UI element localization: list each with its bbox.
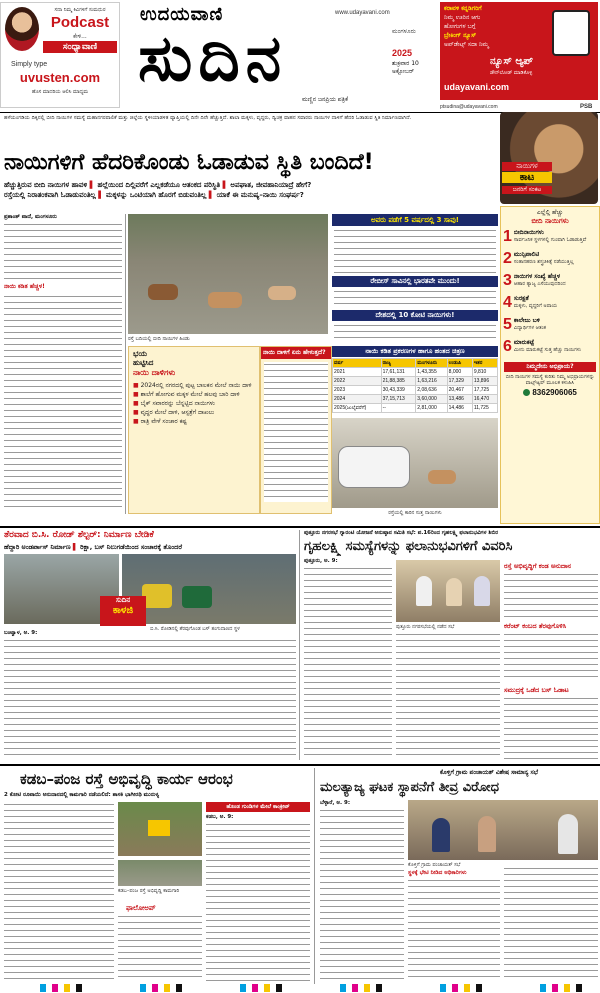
phone-number: 8362906065 — [532, 388, 577, 397]
separator-icon: ▌ — [222, 181, 228, 189]
whatsapp-number[interactable] — [501, 388, 599, 397]
lead-headline: ನಾಯಿಗಳಿಗೆ ಹೆದರಿಕೊಂಡು ಓಡಾಡುವ ಸ್ಥಿತಿ ಬಂದಿದೆ! — [4, 150, 374, 175]
table-cell: 2022 — [333, 377, 382, 386]
inset-item-text: 2024ರಲ್ಲಿ ನಗರದಲ್ಲಿ ಪುಟ್ಟ ಬಾಲಕನ ಮೇಲೆ ನಾಯಿ ದಾಳಿ — [140, 382, 252, 389]
dog-figure — [148, 284, 178, 300]
rabies-title: ರೇಬೀಸ್ ಸಾವಿನಲ್ಲಿ ಭಾರತವೇ ಮುಂದು! — [332, 276, 498, 287]
story3-byline: ಪುತ್ತೂರು, ಅ. 9: — [304, 558, 338, 564]
badge-top: ನಾಯಿಗಳ — [502, 162, 552, 171]
month-label: ಅಕ್ಟೋಬರ್ — [392, 68, 415, 75]
inset-item — [129, 390, 259, 399]
story4-body-col1 — [4, 802, 114, 982]
subhead-5: ಮಕ್ಕಳನ್ನು ಒಂಟಿಯಾಗಿ ಹೊರಗೆ ಬಿಡುವಂತಿಲ್ಲ — [106, 191, 207, 199]
story5-body-col3 — [504, 866, 598, 982]
story3-kicker: ಪುತ್ತೂರು ನಗರಸಭೆ ಗ್ಯಾರಂಟಿ ಯೋಜನೆ ಅನುಷ್ಠಾನ ಸಮಿತಿ ಸಭೆ: ಪ.16ರಿಂದ ಗೃಹಲಕ್ಷ್ಮಿ ಫಲಾನುಭವಿಗಳ ಶಿಬಿರ — [304, 530, 499, 536]
date-label: ಶುಕ್ರವಾರ 10 — [392, 60, 419, 67]
person-figure — [416, 576, 432, 606]
table-cell: 13,896 — [472, 377, 497, 386]
sidebar-item — [501, 248, 599, 270]
inset-item-text: ಬೈಕ್ ಸವಾರರನ್ನು ಬೆನ್ನಟ್ಟಿದ ನಾಯಿಗಳು — [140, 400, 215, 407]
stamp-line-2: ಕಾಳಜಿ — [112, 605, 134, 616]
lead-body-col1 — [4, 222, 122, 512]
bullet-icon: ■ — [133, 418, 141, 425]
subhead-3: ಅಪಘಾತ, ಜೀವಹಾನಿಯಾದ್ರೆ ಹೇಗೆ? — [230, 181, 312, 189]
promo-text-5: ಅಪ್‌ಡೇಟ್ಸ್ ಸದಾ ನಿಮ್ಮ — [444, 41, 489, 48]
table-row — [333, 386, 498, 395]
psb-label: PSB — [580, 104, 593, 110]
car-figure — [338, 446, 410, 488]
table-cell: 16,470 — [472, 395, 497, 404]
story3-caption: ಪುತ್ತೂರು ನಗರಸಭೆಯಲ್ಲಿ ನಡೆದ ಸಭೆ — [396, 624, 455, 630]
sidebar-item-title: ಬೀದಿನಾಯಿಗಳು — [513, 229, 544, 236]
lead-byline: ಪ್ರಶಾಂತ್ ಪಾದೆ, ಮಂಗಳೂರು — [4, 214, 57, 220]
uvusten-sub: ಹೊಸ ಮಾದರಿಯ ಆಲಿಸಿ ಮಾಧ್ಯಮ — [31, 89, 89, 95]
sidebar-item-title: ನಾಯಿಗಳ ಸಂಖ್ಯೆ ಹೆಚ್ಚಳ — [513, 273, 561, 280]
sidebar-item-title: ಮುನ್ಸಿಪಾಲಿಟಿ — [513, 251, 540, 258]
bite-box-body — [264, 362, 328, 502]
table-cell: 1,63,216 — [416, 377, 447, 386]
sidebar-item-title: ಕಾಲೇಜು ಬಳಿ — [513, 317, 540, 324]
registration-marks — [0, 984, 600, 992]
podcast-sub: ಕೇಳಿ... — [73, 33, 87, 40]
story4-headline: ಕಡಬ–ಪಂಜ ರಸ್ತೆ ಅಭಿವೃದ್ಧಿ ಕಾರ್ಯ ಆರಂಭ — [20, 770, 233, 788]
sudina-logo: ಸುದಿನ — [138, 22, 288, 96]
table-cell: 17,61,131 — [381, 368, 416, 377]
sidebar-item-title: ಸುರಕ್ಷತೆ — [513, 295, 529, 302]
table-row — [333, 404, 498, 413]
sidebar-item-title: ಮಾರುಕಟ್ಟೆ — [513, 339, 535, 346]
story5-photo-tag: ಸ್ಥಳಕ್ಕೆ ಭೇಟಿ ನೀಡಿದ ಅಧಿಕಾರಿಗಳು — [408, 870, 467, 876]
table-cell: 2021 — [333, 368, 382, 377]
table-cell: 2,08,636 — [416, 386, 447, 395]
sidebar-item — [501, 226, 599, 248]
table-cell: 14,486 — [447, 404, 472, 413]
promo-text-4: ಬ್ರೇಕಿಂಗ್ ನ್ಯೂಸ್ — [444, 32, 477, 39]
table-cell: 2025(ಜುಲೈವರೆಗೆ) — [333, 404, 382, 413]
bullet-icon: ■ — [133, 382, 141, 389]
table-cell: -- — [381, 404, 416, 413]
promo-text-3: ಹೋಗುಗಳ ಬಗ್ಗೆ — [444, 23, 476, 30]
dog-figure — [208, 292, 242, 308]
story3-side-3-body — [504, 696, 598, 760]
age-box-title: ಅವರು ಪಡೆಗೆ 5 ವರ್ಷದಲ್ಲಿ 3 ಸಾವು! — [332, 214, 498, 226]
column-rule — [314, 768, 315, 984]
auto-rickshaw — [142, 584, 172, 608]
table-header-row — [333, 359, 498, 368]
car-photo-caption: ರಸ್ತೆಯಲ್ಲಿ ಕಾರಿನ ಸುತ್ತ ನಾಯಿಗಳು — [388, 510, 442, 516]
sidebar-item — [501, 292, 599, 314]
story4-byline: ಕಡಬ, ಅ. 9: — [206, 814, 234, 820]
story3-photo — [396, 560, 500, 622]
table-cell: 3,60,000 — [416, 395, 447, 404]
badge-mid: ಕಾಟ — [502, 172, 552, 183]
bullet-icon: ■ — [133, 391, 141, 398]
download-label: ಡೌನ್‌ಲೋಡ್ ಮಾಡಿಕೊಳ್ಳಿ — [490, 70, 533, 76]
rabies-body — [334, 289, 496, 309]
inset-title-1: ಭಯ — [133, 349, 148, 358]
story5-body-col1 — [320, 808, 404, 982]
column-rule — [125, 214, 126, 514]
age-box-body — [334, 228, 496, 274]
inset-item — [129, 381, 259, 390]
inset-title-2: ಹುಟ್ಟಿಸಿದ — [133, 359, 154, 367]
inset-item — [129, 408, 259, 417]
person-figure — [432, 818, 450, 852]
table-cell: 13,486 — [447, 395, 472, 404]
tagline: ಮಣ್ಣಿನ ಜನಪ್ರಿಯ ಪತ್ರಿಕೆ — [301, 96, 349, 103]
story2-kicker-3: ರಿಕ್ಷಾ, ಬಸ್ ನಿಲುಗಡೆಯಿಂದ ಸಂಚಾರಕ್ಕೆ ತೊಂದರೆ — [80, 543, 183, 551]
app-brand: udayavani.com — [444, 82, 510, 92]
story3-body-col2 — [396, 632, 500, 760]
whatsapp-icon — [523, 389, 530, 396]
story5-kicker: ಕೊಳ್ತಿಗೆ ಗ್ರಾಮ ಪಂಚಾಯತ್ ವಿಶೇಷ ಸಾಮಾನ್ಯ ಸಭೆ — [439, 769, 539, 776]
car-photo — [332, 418, 498, 508]
story3-body-col1 — [304, 566, 392, 760]
subhead-1: ಹೆಚ್ಚುತ್ತಿರುವ ಬೀದಿ ನಾಯಿಗಳ ಹಾವಳಿ — [4, 181, 88, 189]
email-label: ptsudina@udayavani.com — [440, 104, 498, 110]
sidebar-item-text: ಆಹಾರ ತ್ಯಾಜ್ಯ ಎಸೆಯುವುದರಿಂದ — [513, 281, 566, 287]
badge-bot: ಜನರಿಗೆ ಸಂಕಟ — [502, 186, 552, 194]
sidebar-item-num: 6 — [503, 338, 512, 355]
sidebar-item-num: 3 — [503, 272, 512, 289]
story4-photo-label: ಫಾಲೋಅಪ್ — [126, 904, 156, 912]
story4-sub: 2 ಕೋಟಿ ರೂಪಾಯಿ ಅನುದಾನದಲ್ಲಿ ಕಾಮಗಾರಿ ನಡೆಯಲಿದೆ: ಶಾಸಕಿ ಭಾಗೀರಥಿ ಮುರುಳ್ಯ — [4, 792, 160, 798]
subhead-2: ಹಲ್ಲೆಯಿಂದ ದಿಲ್ಲಿವರೆಗೆ ಎಲ್ಲಕಡೆಯೂ ಆತಂಕದ ಪರಿಸ್ಥಿತಿ — [97, 181, 221, 189]
story3-headline: ಗೃಹಲಕ್ಷ್ಮಿ ಸಮಸ್ಯೆಗಳನ್ನು ಫಲಾನುಭವಿಗಳಿಗೆ ವಿವರಿಸಿ — [304, 539, 513, 554]
simply-type-label: Simply type — [11, 61, 48, 68]
phone-icon — [552, 10, 590, 56]
story2-caption: ಬಿ.ಸಿ. ರೋಡಿನಲ್ಲಿ ತೆರವುಗೊಂಡ ಬಸ್ ತಂಗುದಾಣದ ಸ್ಥಳ — [150, 626, 240, 632]
sidebar-item-num: 1 — [503, 228, 512, 245]
table-title: ನಾಯಿ ಕಡಿತ ಪ್ರಕರಣಗಳ ಹಾಗೂ ಹಂತದ ಚಿತ್ರಣ — [332, 346, 498, 357]
table-cell: 17,725 — [472, 386, 497, 395]
bite-box-title: ನಾಯಿ ದಾಳಿಗೆ ಏನು ಹೇಳುತ್ತದೆ? — [261, 347, 331, 359]
story2-stamp — [100, 596, 146, 626]
sidebar-item — [501, 270, 599, 292]
dogs-photo-caption: ರಸ್ತೆ ಬದಿಯಲ್ಲಿ ಬೀದಿ ನಾಯಿಗಳ ಹಿಂಡು — [128, 336, 190, 342]
story4-tag: ಹೊಂಡ ಗುಂಡಿಗಳ ಮೇಲೆ ಕಾಂಕ್ರೀಟ್ — [206, 802, 310, 812]
table-cell: 21,88,385 — [381, 377, 416, 386]
table-header: ಇತರ — [472, 359, 497, 368]
bullet-icon: ■ — [133, 400, 141, 407]
story5-body-col2 — [408, 878, 500, 982]
promo-text-1: ಕರಾವಳಿ ಕನ್ನಡಿಗರಿಗೆ — [444, 5, 482, 12]
story2-byline: ಬಂಟ್ವಾಳ, ಅ. 9: — [4, 630, 84, 637]
section-rule — [0, 764, 600, 766]
podcast-tag: ಸದಾ ನಿಮ್ಮ ಕಿವಿಗಳಿಗೆ ಸುಮಧುರ — [54, 7, 106, 13]
inset-item-text: ರಾತ್ರಿ ವೇಳೆ ಸಂಚಾರ ಕಷ್ಟ — [140, 418, 187, 425]
left-side-heading: ನಾಯಿ ಕಡಿತ ಹೆಚ್ಚಳ! — [4, 283, 122, 291]
podcast-ad[interactable] — [0, 2, 120, 108]
sandhyavani-label: ಸಂಧ್ಯಾವಾಣಿ — [43, 41, 117, 53]
story3-side-1-body — [504, 572, 598, 618]
table-cell: 8,000 — [447, 368, 472, 377]
website-label: www.udayavani.com — [335, 10, 390, 16]
person-figure — [558, 814, 578, 854]
inset-item-text: ಶಾಲೆಗೆ ಹೋಗುವ ಮಕ್ಕಳ ಮೇಲೆ ಹಲವು ಬಾರಿ ದಾಳಿ — [140, 391, 240, 398]
subhead-6: ಯಾಕೆ ಈ ಮನುಷ್ಯ–ನಾಯಿ ಸಂಘರ್ಷ? — [216, 191, 304, 199]
table-cell: 17,329 — [447, 377, 472, 386]
news-app-label: ನ್ಯೂಸ್ ಆ್ಯಪ್ — [490, 56, 533, 67]
lead-intro: ಹಳೆಯಂಗಡಿಯ ದಿಕ್ಕಿನಲ್ಲಿ ಬೀದಿ ನಾಯಿಗಳ ಸಮಸ್ಯೆ ಮಹಾನಗರಪಾಲಿಕೆ ಮತ್ತು ಜಿಲ್ಲೆಯ ಸ್ಥಳೀಯಾಡಳಿತ ವ್ಯಾಪ್ತಿಯಲ್ಲಿ ದಿನೇ ದಿನೇ ಹೆಚ್ಚುತ್ತಿದೆ. ಶಾಲಾ ಮಕ್ಕಳು, ವೃದ್ಧರು, ದ್ವಿಚಕ್ರ ವಾಹನ ಸವಾರರು ನಾಯಿಗಳ ದಾಳಿಗೆ ಹೆದರಿ ಓಡಾಡುವ ಸ್ಥಿತಿ ನಿರ್ಮಾಣವಾಗಿದೆ. — [4, 115, 412, 121]
story2-kicker-2: ಹೆದ್ದಾರಿ ಅಂಡರ್ಪಾಸ್ ನಿರ್ಮಾಣ — [4, 543, 71, 551]
udayavani-logo: ಉದಯವಾಣಿ — [140, 4, 224, 25]
story5-byline: ಬೆಳ್ಳಾರೆ, ಅ. 9: — [320, 800, 351, 806]
separator-icon: ▌ — [208, 191, 215, 199]
table-header: ವರ್ಷ — [333, 359, 382, 368]
table-cell: 9,810 — [472, 368, 497, 377]
sidebar-item-text: ವಿದ್ಯಾರ್ಥಿಗಳ ಆತಂಕ — [513, 325, 547, 331]
separator-icon: ▌ — [89, 181, 96, 189]
dog-figure — [268, 286, 296, 300]
year-label: 2025 — [392, 48, 413, 58]
table-row — [333, 395, 498, 404]
sidebar-item — [501, 336, 599, 358]
separator-icon: ▌ — [72, 543, 78, 551]
bullet-icon: ■ — [133, 409, 141, 416]
story5-headline: ಮಲತ್ಯಾಜ್ಯ ಘಟಕ ಸ್ಥಾಪನೆಗೆ ತೀವ್ರ ವಿರೋಧ — [320, 780, 500, 795]
bite-cases-table — [332, 358, 498, 413]
section-rule — [0, 526, 600, 528]
inset-item — [129, 417, 259, 426]
sidebar-item-num: 5 — [503, 316, 512, 333]
sidebar-item-text: ಮಕ್ಕಳು, ವೃದ್ಧರಿಗೆ ಅಪಾಯ — [513, 303, 558, 309]
story3-side-3-title: ಸಮುದ್ರಕ್ಕೆ ಒಡೆದ ಬಸ್ ಓಡಾಟ — [504, 686, 569, 694]
story5-photo — [408, 800, 598, 860]
dogs-photo — [128, 214, 328, 334]
lead-subheads — [4, 180, 498, 214]
excavator-figure — [148, 820, 170, 836]
story4-body-col2 — [118, 914, 202, 982]
person-figure — [474, 576, 490, 606]
podcast-word: Podcast — [50, 14, 110, 31]
story4-photo-2 — [118, 860, 202, 886]
table-cell: 11,725 — [472, 404, 497, 413]
stamp-line-1: ಸುದಿನ — [115, 596, 131, 604]
table-row — [333, 368, 498, 377]
story4-body-col3 — [206, 822, 310, 982]
sidebar-header-2: ಬೀದಿ ನಾಯಿಗಳು — [531, 217, 569, 225]
dog-figure — [428, 470, 456, 484]
count-body — [334, 323, 496, 343]
column-rule — [299, 530, 300, 760]
story4-photo — [118, 802, 202, 856]
story2-kicker-1: ತೆರವಾದ ಬಿ.ಸಿ. ರೋಡ್ ಶೆಲ್ಟರ್: ನಿರ್ಮಾಣ ಬೇಡಿಕೆ — [4, 530, 154, 540]
table-row — [333, 377, 498, 386]
attacks-inset — [128, 346, 260, 514]
subhead-4: ರಸ್ತೆಯಲ್ಲಿ ನಿರಾತಂಕವಾಗಿ ಓಡಾಡುವಂತಿಲ್ಲ — [4, 191, 96, 199]
auto-rickshaw — [182, 586, 212, 608]
story3-side-1-title: ರಸ್ತೆ ಅಭಿವೃದ್ಧಿಗೆ ಕಂಡ ಅನುದಾನ — [504, 562, 572, 570]
story2-photo-right — [122, 554, 296, 624]
sidebar-item-num: 4 — [503, 294, 512, 311]
sidebar-item-text: ಸಂತಾನಹರಣ ಶಸ್ತ್ರಚಿಕಿತ್ಸೆ ನಡೆಯುತ್ತಿಲ್ಲ — [513, 259, 574, 265]
table-cell: 2024 — [333, 395, 382, 404]
inset-item — [129, 399, 259, 408]
presenter-photo — [5, 7, 39, 51]
count-title: ದೇಶದಲ್ಲಿ 10 ಕೋಟಿ ನಾಯಿಗಳು! — [332, 310, 498, 321]
table-header: ರಾಜ್ಯ — [381, 359, 416, 368]
sidebar-item — [501, 314, 599, 336]
right-sidebar — [500, 206, 600, 524]
opinion-title: ನಿಮ್ಮದೇನು ಅಭಿಪ್ರಾಯ? — [504, 362, 596, 372]
table-cell: 2,81,000 — [416, 404, 447, 413]
table-header: ಉಡುಪಿ — [447, 359, 472, 368]
bite-box — [260, 346, 332, 514]
story3-side-2-body — [504, 632, 598, 682]
story3-side-2-title: ಕರೆಂಟ್ ಕಂಬದ ತೆರವುಗೊಳಿಸಿ — [504, 622, 567, 630]
person-figure — [478, 816, 496, 852]
table-cell: 30,43,339 — [381, 386, 416, 395]
table-cell: 1,43,355 — [416, 368, 447, 377]
story5-caption: ಕೊಳ್ತಿಗೆ ಗ್ರಾಮ ಪಂಚಾಯತ್ ಸಭೆ — [408, 862, 461, 868]
story2-kicker-line — [4, 543, 296, 552]
app-promo[interactable] — [440, 2, 598, 100]
sidebar-item-text: ಮೀನು ಮಾರುಕಟ್ಟೆ ಸುತ್ತ ಹೆಚ್ಚು ನಾಯಿಗಳು — [513, 347, 582, 353]
table-header: ಮಂಗಳೂರು — [416, 359, 447, 368]
sidebar-item-num: 2 — [503, 250, 512, 267]
sidebar-header-1: ಎಲ್ಲೆಲ್ಲಿ ಹೆಚ್ಚು — [536, 209, 564, 216]
inset-title-3: ನಾಯಿ ದಾಳಿಗಳು — [133, 368, 176, 377]
table-cell: 20,467 — [447, 386, 472, 395]
mangaluru-label: ಮಂಗಳೂರು — [392, 28, 416, 35]
inset-item-text: ವೃದ್ಧರ ಮೇಲೆ ದಾಳಿ, ಆಸ್ಪತ್ರೆಗೆ ದಾಖಲು — [140, 409, 215, 416]
story4-caption: ಕಡಬ–ಪಂಜ ರಸ್ತೆ ಅಭಿವೃದ್ಧಿ ಕಾಮಗಾರಿ — [118, 888, 180, 894]
dog-badge — [500, 112, 598, 204]
table-cell: 37,15,713 — [381, 395, 416, 404]
person-figure — [446, 578, 462, 606]
promo-text-2: ನಿಮ್ಮ ಊರಿನ ಆಗು — [444, 14, 481, 21]
uvusten-link[interactable]: uvusten.com — [19, 70, 101, 85]
story2-body — [4, 638, 296, 760]
table-cell: 2023 — [333, 386, 382, 395]
sidebar-item-text: ಸಾರ್ವಜನಿಕ ಸ್ಥಳಗಳಲ್ಲಿ ಗುಂಪಾಗಿ ಓಡಾಡುತ್ತಿವೆ — [513, 237, 587, 243]
separator-icon: ▌ — [98, 191, 104, 199]
opinion-text: ಬೀದಿ ನಾಯಿಗಳ ಸಮಸ್ಯೆ ಕುರಿತು ನಿಮ್ಮ ಅಭಿಪ್ರಾಯಗಳನ್ನು ವಾಟ್ಸ್‌ಆ್ಯಪ್ ಮೂಲಕ ಕಳುಹಿಸಿ — [505, 374, 595, 386]
